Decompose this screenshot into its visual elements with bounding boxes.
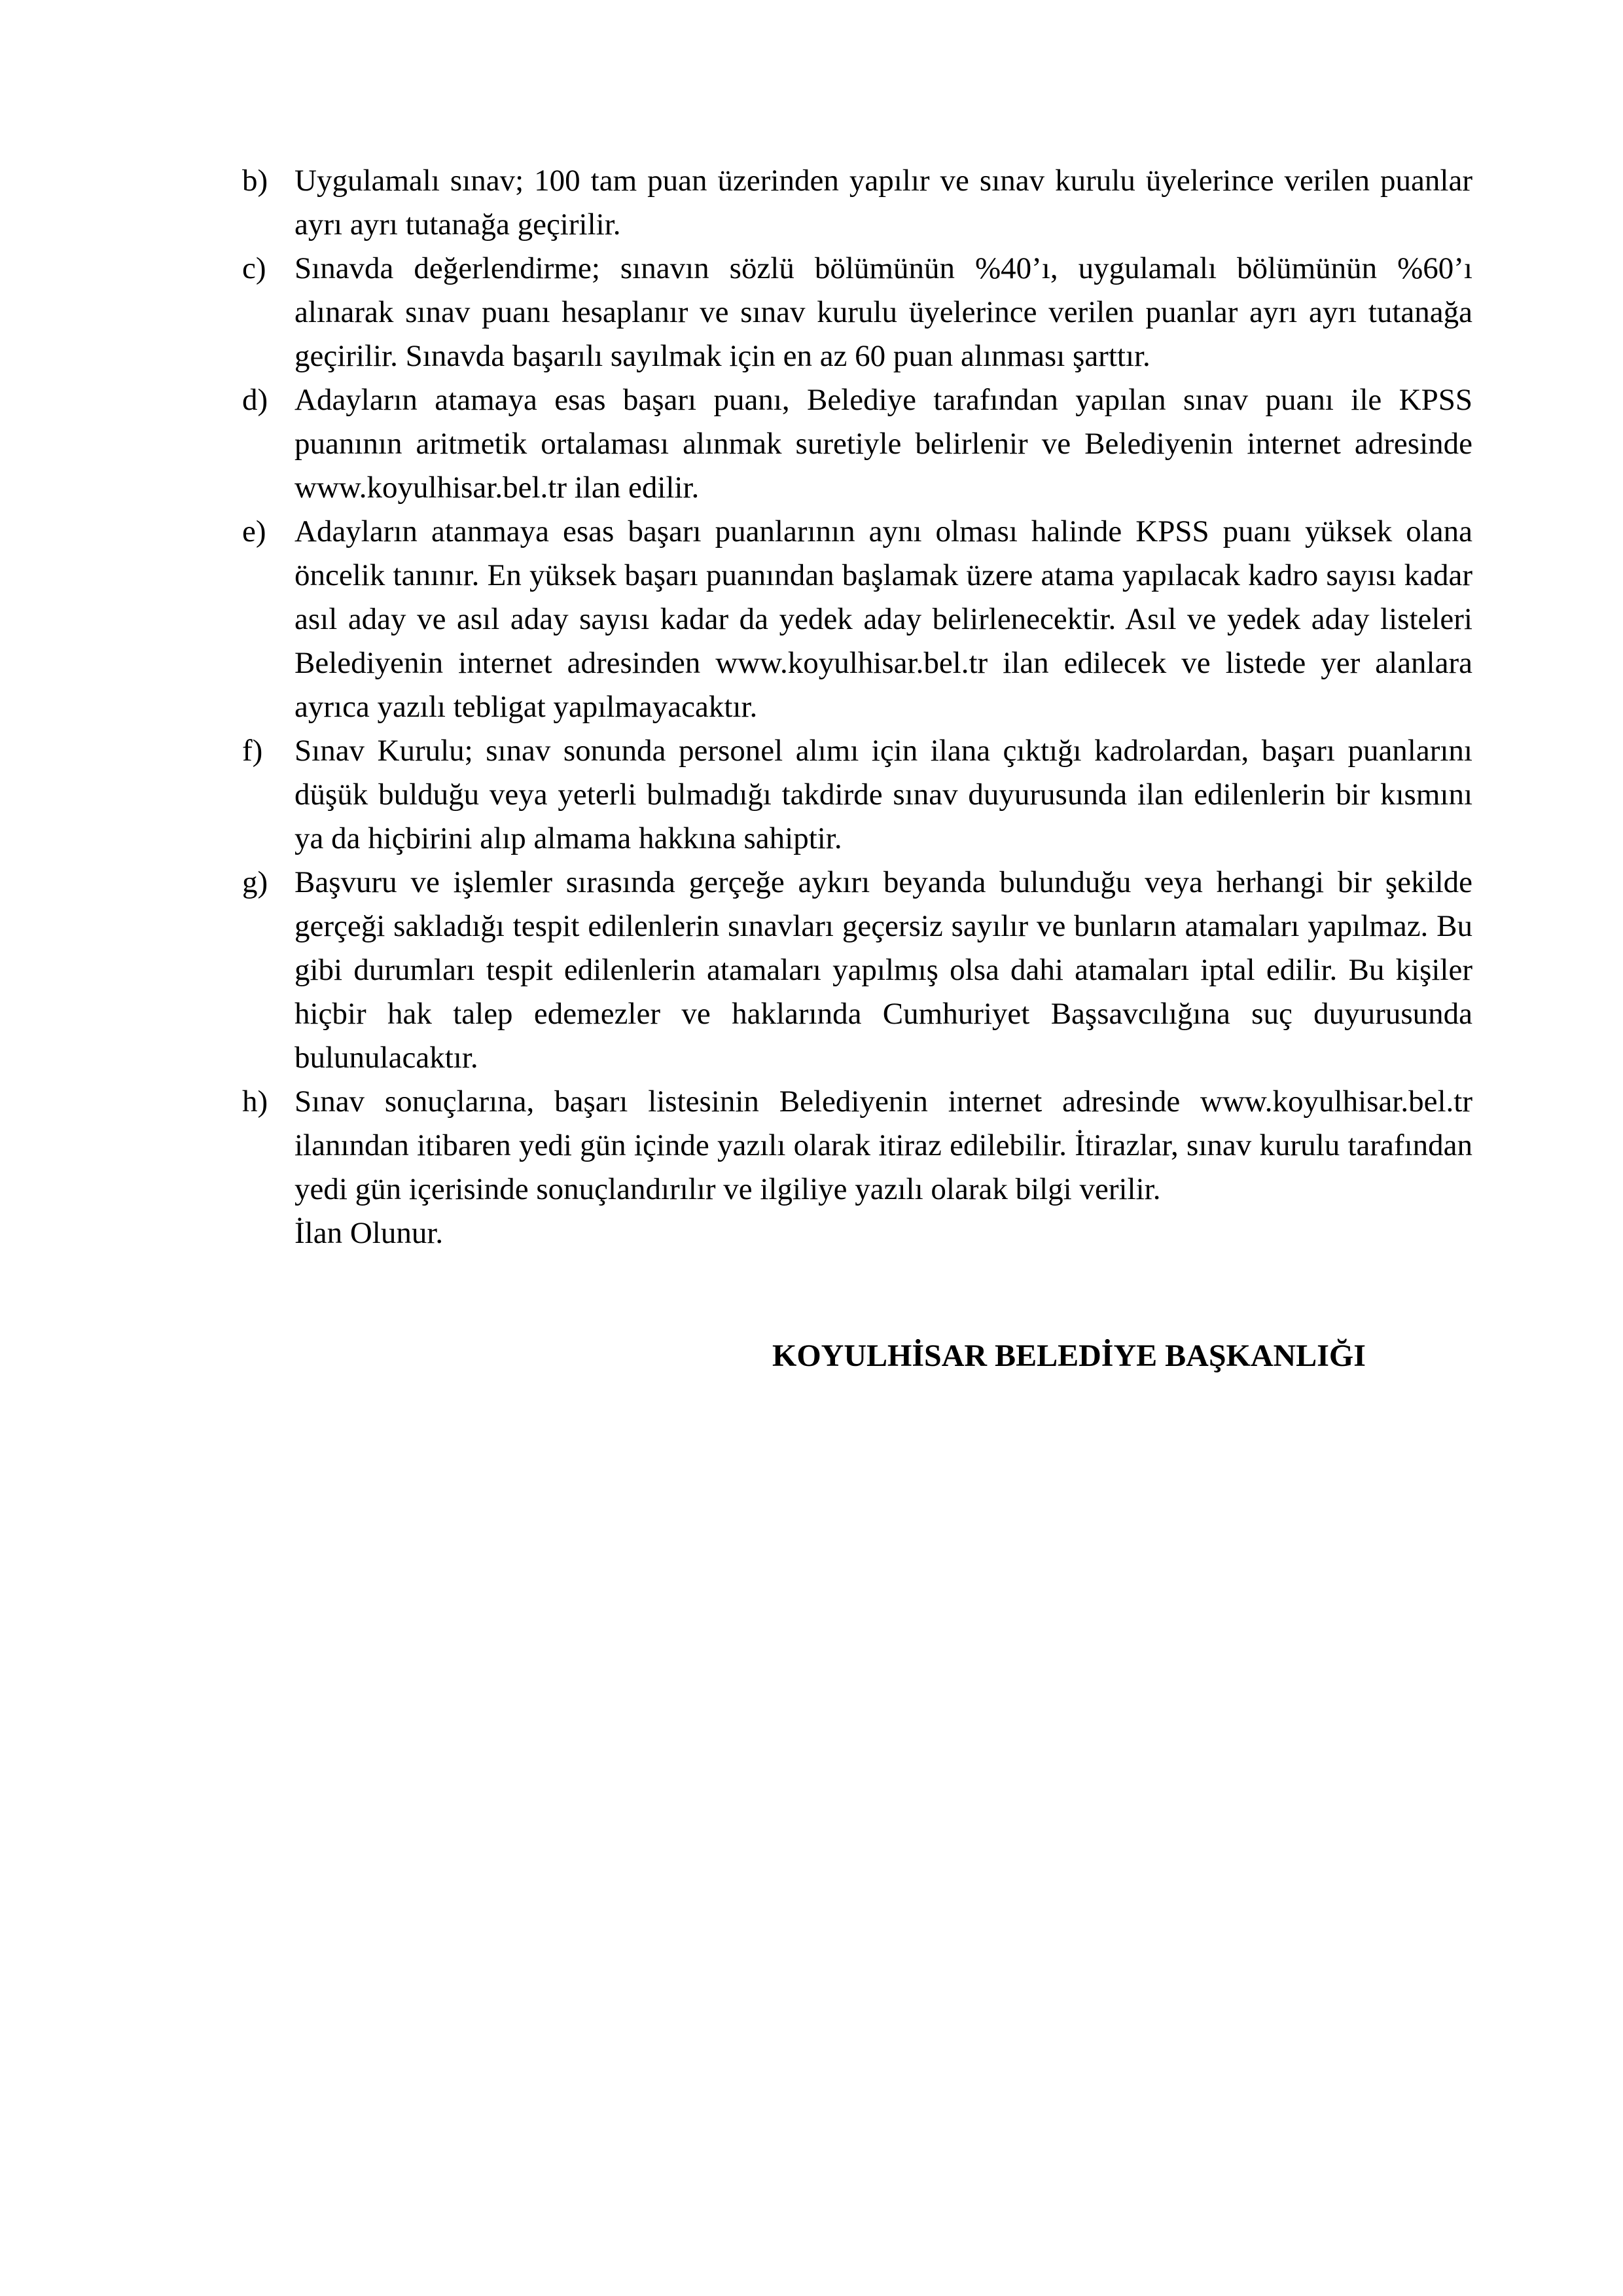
list-item-text: Sınav Kurulu; sınav sonunda personel alımı için ilana çıktığı kadrolardan, başarı puanlarını düşük bulduğu veya yeterli bulmadığı takdirde sınav duyurusunda ilan edilenlerin bir kısmını ya da hiçbirini alıp almama hakkına sahiptir. [294,734,1472,855]
list-item-text: Sınav sonuçlarına, başarı listesinin Belediyenin internet adresinde www.koyulhisar.bel.tr ilanından itibaren yedi gün içinde yazılı olarak itiraz edilebilir. İtirazlar, sınav kurulu tarafından yedi gün içerisinde sonuçlandırılır ve ilgiliye yazılı olarak bilgi verilir. [294,1085,1472,1206]
closing-line: İlan Olunur. [294,1216,444,1250]
document-body [242,159,1472,1378]
list-marker: h) [242,1085,268,1119]
list-marker: g) [242,865,268,899]
list-item-d [242,378,1472,510]
signature-line: KOYULHİSAR BELEDİYE BAŞKANLIĞI [772,1338,1366,1373]
list-marker: d) [242,383,268,417]
list-marker: b) [242,164,268,198]
list-item-text: Uygulamalı sınav; 100 tam puan üzerinden yapılır ve sınav kurulu üyelerince verilen puanlar ayrı ayrı tutanağa geçirilir. [294,164,1472,242]
list-item-g [242,861,1472,1080]
list-marker: c) [242,251,266,285]
list-marker: f) [242,734,263,768]
list-item-h [242,1080,1472,1211]
list-item-text: Sınavda değerlendirme; sınavın sözlü bölümünün %40’ı, uygulamalı bölümünün %60’ı alınarak sınav puanı hesaplanır ve sınav kurulu üyelerince verilen puanlar ayrı ayrı tutanağa geçirilir. Sınavda başarılı sayılmak için en az 60 puan alınması şarttır. [294,251,1472,373]
list-item-text: Adayların atanmaya esas başarı puanlarının aynı olması halinde KPSS puanı yüksek olana öncelik tanınır. En yüksek başarı puanından başlamak üzere atama yapılacak kadro sayısı kadar asıl aday ve asıl aday sayısı kadar da yedek aday belirlenecektir. Asıl ve yedek aday listeleri Belediyenin internet adresinden www.koyulhisar.bel.tr ilan edilecek ve listede yer alanlara ayrıca yazılı tebligat yapılmayacaktır. [294,514,1472,724]
list-item-b [242,159,1472,247]
list-item-c [242,247,1472,378]
list-item-e [242,510,1472,729]
list-marker: e) [242,514,266,548]
list-item-f [242,729,1472,861]
list-item-text: Başvuru ve işlemler sırasında gerçeğe aykırı beyanda bulunduğu veya herhangi bir şekilde gerçeği sakladığı tespit edilenlerin sınavları geçersiz sayılır ve bunların atamaları yapılmaz. Bu gibi durumları tespit edilenlerin atamaları yapılmış olsa dahi atamaları iptal edilir. Bu kişiler hiçbir hak talep edemezler ve haklarında Cumhuriyet Başsavcılığına suç duyurusunda bulunulacaktır. [294,865,1472,1075]
list-item-text: Adayların atamaya esas başarı puanı, Belediye tarafından yapılan sınav puanı ile KPSS puanının aritmetik ortalaması alınmak suretiyle belirlenir ve Belediyenin internet adresinde www.koyulhisar.bel.tr ilan edilir. [294,383,1472,505]
